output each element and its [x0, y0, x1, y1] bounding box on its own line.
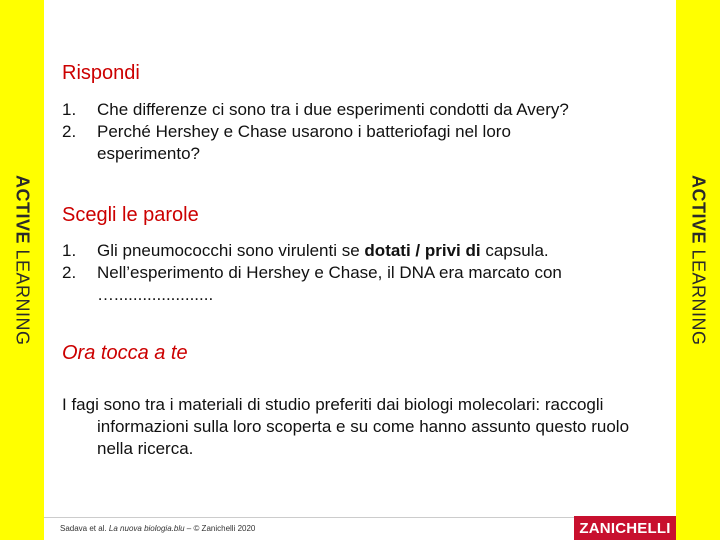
active-learning-label-left: ACTIVE LEARNING: [12, 174, 33, 346]
list-item: 2. Perché Hershey e Chase usarono i batteriofagi nel loro esperimento?: [62, 122, 511, 163]
footer-credit: Sadava et al. La nuova biologia.blu – © Zanichelli 2020: [60, 524, 256, 533]
list-item: 1. Gli pneumococchi sono virulenti se dotati / privi di capsula.: [62, 241, 549, 260]
assignment-text: I fagi sono tra i materiali di studio preferiti dai biologi molecolari: raccogli informazioni sulla loro scoperta e su come hanno assunto questo ruolo nella ricerca.: [62, 395, 630, 458]
list-item: 2. Nell’esperimento di Hershey e Chase, il DNA era marcato con ….....................: [62, 263, 562, 304]
heading-rispondi: Rispondi: [62, 62, 140, 84]
slide-content: [44, 0, 676, 540]
active-learning-label-right: ACTIVE LEARNING: [688, 174, 709, 346]
choice-options: dotati / privi di: [364, 241, 481, 260]
rispondi-list: [62, 99, 657, 165]
right-sidebar: [676, 0, 720, 540]
heading-scegli-le-parole: Scegli le parole: [62, 204, 199, 226]
zanichelli-logo: ZANICHELLI: [574, 516, 676, 540]
left-sidebar: [0, 0, 44, 540]
scegli-list: [62, 240, 657, 306]
heading-ora-tocca-a-te: Ora tocca a te: [62, 342, 188, 364]
footer: [44, 517, 676, 540]
list-item: 1. Che differenze ci sono tra i due esperimenti condotti da Avery?: [62, 100, 569, 119]
